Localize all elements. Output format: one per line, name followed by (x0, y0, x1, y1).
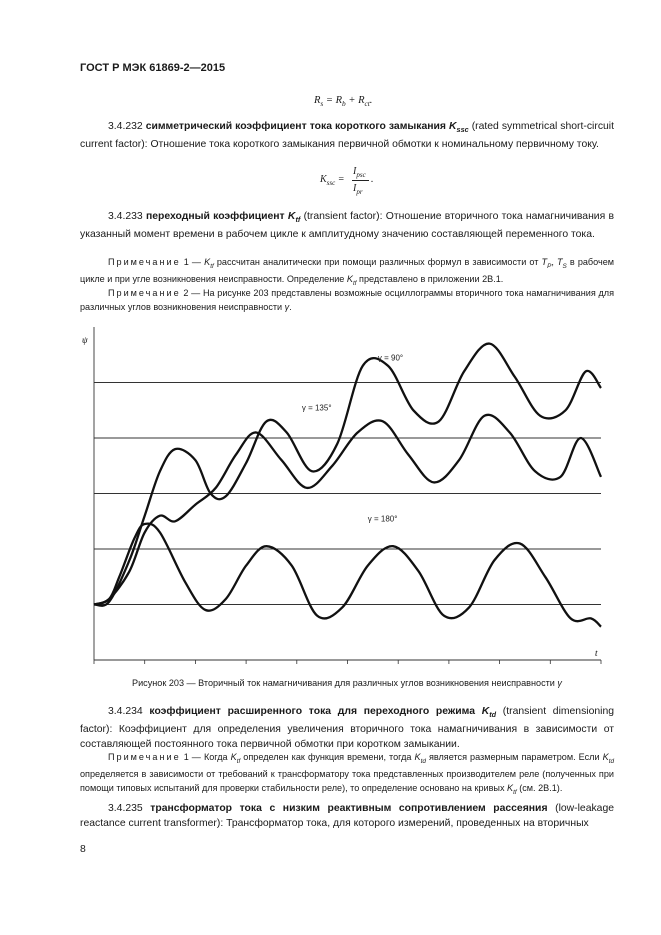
term: трансформатор тока с низким реактивным сопротивлением рассеяния (150, 803, 548, 814)
note-3: Примечание 1 — Когда $K_{tf}$ определен как функция времени, тогда $K_{td}$ является размерным параметром. Если $K_{td}$ определяется в зависимости от требований к трансформатору тока представленных производителем реле (полученных при помощи типовых испытаний для проверки стабильности реле), то определение основано на кривых $K_{tf}$ (см. 2В.1). (80, 752, 614, 796)
series-line-2 (94, 415, 601, 605)
note-1: Примечание 1 — $K_{tf}$ рассчитан аналитически при помощи различных формул в зависимости от $T_P$, $T_S$ в рабочем цикле и при угле возникновения неисправности. Определение $K_{tf}$ представлено в приложении 2В.1. (80, 257, 615, 288)
x-axis-label: t (595, 648, 598, 658)
chart-series (94, 344, 601, 627)
note-2: Примечание 2 — На рисунке 203 представлены возможные осциллограммы вторичного тока намагничивания для различных углов возникновения неисправности γ. (80, 288, 614, 312)
paragraph-3-4-235: 3.4.235 трансформатор тока с низким реактивным сопротивлением рассеяния (low-leakage reactance current transformer): Трансформатор тока, для которого измерений, проведенных на вторичных (80, 803, 615, 830)
y-axis-label: ψ (82, 335, 88, 345)
figure-caption: Рисунок 203 — Вторичный ток намагничивания для различных углов возникновения неисправности γ (132, 678, 562, 688)
series-line-3 (94, 524, 601, 627)
term: переходный коэффициент (145, 211, 285, 222)
series-label-1: γ = 90° (377, 353, 404, 363)
term: симметрический коэффициент тока короткого замыкания (145, 121, 446, 132)
page-number: 8 (80, 844, 86, 855)
paragraph-3-4-232: 3.4.232 симметрический коэффициент тока короткого замыкания $K_{ssc}$ (rated symmetrical short-circuit current factor): Отношение тока короткого замыкания первичной обмотки к номинальному первичному току. (80, 121, 614, 151)
series-label-3: γ = 180° (367, 514, 398, 524)
term: коэффициент расширенного тока для переходного режима (149, 706, 475, 717)
formula-rs: $R_s = R_b + R_{ct}$. (314, 95, 373, 109)
document-header: ГОСТ Р МЭК 61869-2—2015 (80, 62, 226, 74)
chart-axes (94, 327, 601, 664)
paragraph-3-4-234: 3.4.234 коэффициент расширенного тока для переходного режима $K_{td}$ (transient dimensioning factor): Коэффициент для определения увеличения вторичного тока намагничивания в зависимости от составляющей постоянного тока первичной обмотки при коротком замыкании. (80, 706, 615, 751)
series-label-2: γ = 135° (301, 403, 332, 413)
paragraph-3-4-233: 3.4.233 переходный коэффициент $K_{tf}$ (transient factor): Отношение вторичного тока намагничивания в указанный момент времени в рабочем цикле к амплитудному значению составляющей переменного тока. (80, 211, 615, 241)
